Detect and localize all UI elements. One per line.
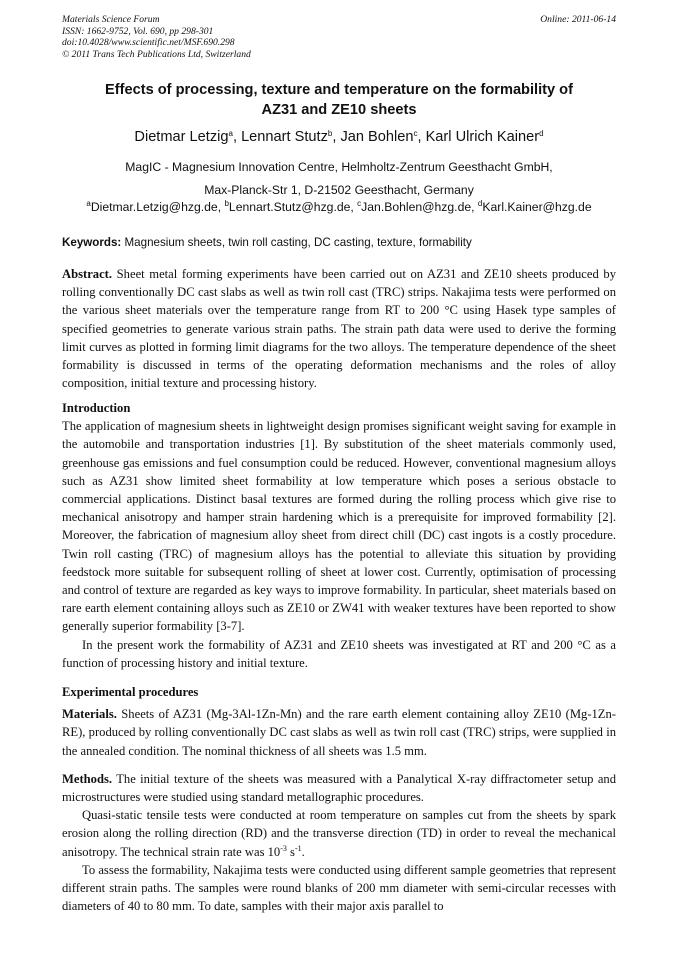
section-heading: Experimental procedures bbox=[62, 685, 199, 699]
paragraph: In the present work the formability of AZ31 and ZE10 sheets was investigated at RT and 200 °C as a function of processing history and initial texture. bbox=[62, 637, 616, 670]
author-affil-mark: c bbox=[413, 129, 418, 138]
title-line-2: AZ31 and ZE10 sheets bbox=[261, 102, 417, 118]
author: Karl Ulrich Kainer$^d$ bbox=[425, 129, 544, 145]
author: Dietmar Letzig$^a$, bbox=[134, 129, 242, 145]
author: Jan Bohlen$^c$, bbox=[340, 129, 426, 145]
section-heading: Introduction bbox=[62, 401, 131, 415]
email-link[interactable]: $^a$Dietmar.Letzig@hzg.de bbox=[86, 199, 218, 214]
title-line-1: Effects of processing, texture and temperature on the formability of bbox=[105, 82, 573, 98]
author-affil-mark: b bbox=[327, 129, 333, 138]
doi-line: doi:10.4028/www.scientific.net/MSF.690.298 bbox=[62, 37, 235, 48]
introduction-section bbox=[62, 399, 616, 672]
keywords-text: Magnesium sheets, twin roll casting, DC casting, texture, formability bbox=[124, 236, 472, 249]
keywords-label: Keywords: bbox=[62, 236, 122, 249]
paragraph: Materials. Sheets of AZ31 (Mg-3Al-1Zn-Mn) and the rare earth element containing alloy ZE10 (Mg-1Zn-RE), produced by rolling conventionally DC cast slabs as well as twin roll cast (TRC) strips, were supplied in the annealed condition. The nominal thickness of all sheets was 1.5 mm. bbox=[62, 707, 616, 758]
subsection-label: Materials. bbox=[62, 707, 117, 722]
running-header bbox=[62, 14, 616, 60]
author-affil-mark: a bbox=[228, 129, 233, 138]
abstract-text: Sheet metal forming experiments have been carried out on AZ31 and ZE10 sheets produced by rolling conventionally DC cast slabs as well as twin roll cast (TRC) strips. Nakajima tests were performed on the various sheet materials over the temperature range from RT to 200 °C using Hasek type samples of specified geometries to generate various strain paths. The strain path data were used to derive the forming limit curves as plotted in forming limit diagrams for the two alloys. The temperature dependence of the sheet formability is discussed in terms of the operating deformation mechanisms and the roles of alloy composition, initial texture and processing history. bbox=[62, 267, 616, 391]
subsection-label: Methods. bbox=[62, 771, 113, 786]
affiliation-line-1: MagIC - Magnesium Innovation Centre, Helmholtz-Zentrum Geesthacht GmbH, bbox=[125, 160, 553, 174]
abstract-label: Abstract. bbox=[62, 267, 113, 281]
keywords bbox=[62, 235, 616, 250]
paragraph: The application of magnesium sheets in lightweight design promises significant weight saving for example in the automobile and transportation industries [1]. By substitution of the sheet materials commonly used, greenhouse gas emissions and fuel consumption could be reduced. However, conventional magnesium alloys such as AZ31 show limited sheet formability at low temperature which poses a serious obstacle to commercial applications. Distinct basal textures are formed during the rolling process which give rise to mechanical anisotropy and hamper strain hardening which is a prerequisite for improved formability [2]. Moreover, the fabrication of magnesium alloy sheet from direct chill (DC) cast ingots is a costly procedure. Twin roll casting (TRC) of magnesium alloys has the potential to alleviate this situation by providing feedstock more suitable for subsequent rolling of sheet at lower cost. Currently, optimisation of processing and control of texture are regarded as key ways to improve formability. In particular, sheet materials based on rare earth element containing alloys such as ZE10 or ZW41 with weaker textures have been reported to show generally superior formability [3-7]. bbox=[62, 419, 616, 634]
copyright-line: © 2011 Trans Tech Publications Ltd, Switzerland bbox=[62, 48, 251, 60]
author-affil-mark: d bbox=[539, 129, 544, 138]
journal-name: Materials Science Forum bbox=[62, 14, 160, 25]
affiliation-line-2: Max-Planck-Str 1, D-21502 Geesthacht, Germany bbox=[204, 183, 474, 197]
author: Lennart Stutz$^b$, bbox=[241, 129, 341, 145]
email-link[interactable]: $^d$Karl.Kainer@hzg.de bbox=[477, 199, 592, 214]
affiliation bbox=[40, 156, 638, 202]
paragraph: To assess the formability, Nakajima tests were conducted using different sample geometries that represent different strain paths. The samples were round blanks of 200 mm diameter with semi-circular recesses with diameters of 40 to 80 mm. To date, samples with their major axis parallel to bbox=[62, 862, 616, 914]
experimental-section bbox=[62, 683, 616, 915]
email-list: $^a$Dietmar.Letzig@hzg.de, $^b$Lennart.Stutz@hzg.de, $^c$Jan.Bohlen@hzg.de, $^d$Karl.Kainer@hzg.de bbox=[86, 199, 592, 214]
online-date: Online: 2011-06-14 bbox=[540, 14, 616, 25]
email-link[interactable]: $^b$Lennart.Stutz@hzg.de bbox=[224, 199, 351, 214]
paragraph: Methods. The initial texture of the sheets was measured with a Panalytical X-ray diffractometer setup and microstructures were studied using standard metallographic procedures. bbox=[62, 771, 617, 805]
email-link[interactable]: $^c$Jan.Bohlen@hzg.de bbox=[357, 199, 472, 214]
paragraph: Quasi-static tensile tests were conducted at room temperature on samples cut from the sheets by spark erosion along the rolling direction (RD) and the transverse direction (TD) in order to reveal the mechanical anisotropy. The technical strain rate was $10^{-3}$ $s^{-1}$. bbox=[62, 808, 616, 859]
abstract bbox=[62, 265, 616, 392]
issn-line: ISSN: 1662-9752, Vol. 690, pp 298-301 bbox=[62, 25, 214, 37]
paper-title bbox=[62, 80, 616, 120]
author-list bbox=[40, 127, 638, 147]
